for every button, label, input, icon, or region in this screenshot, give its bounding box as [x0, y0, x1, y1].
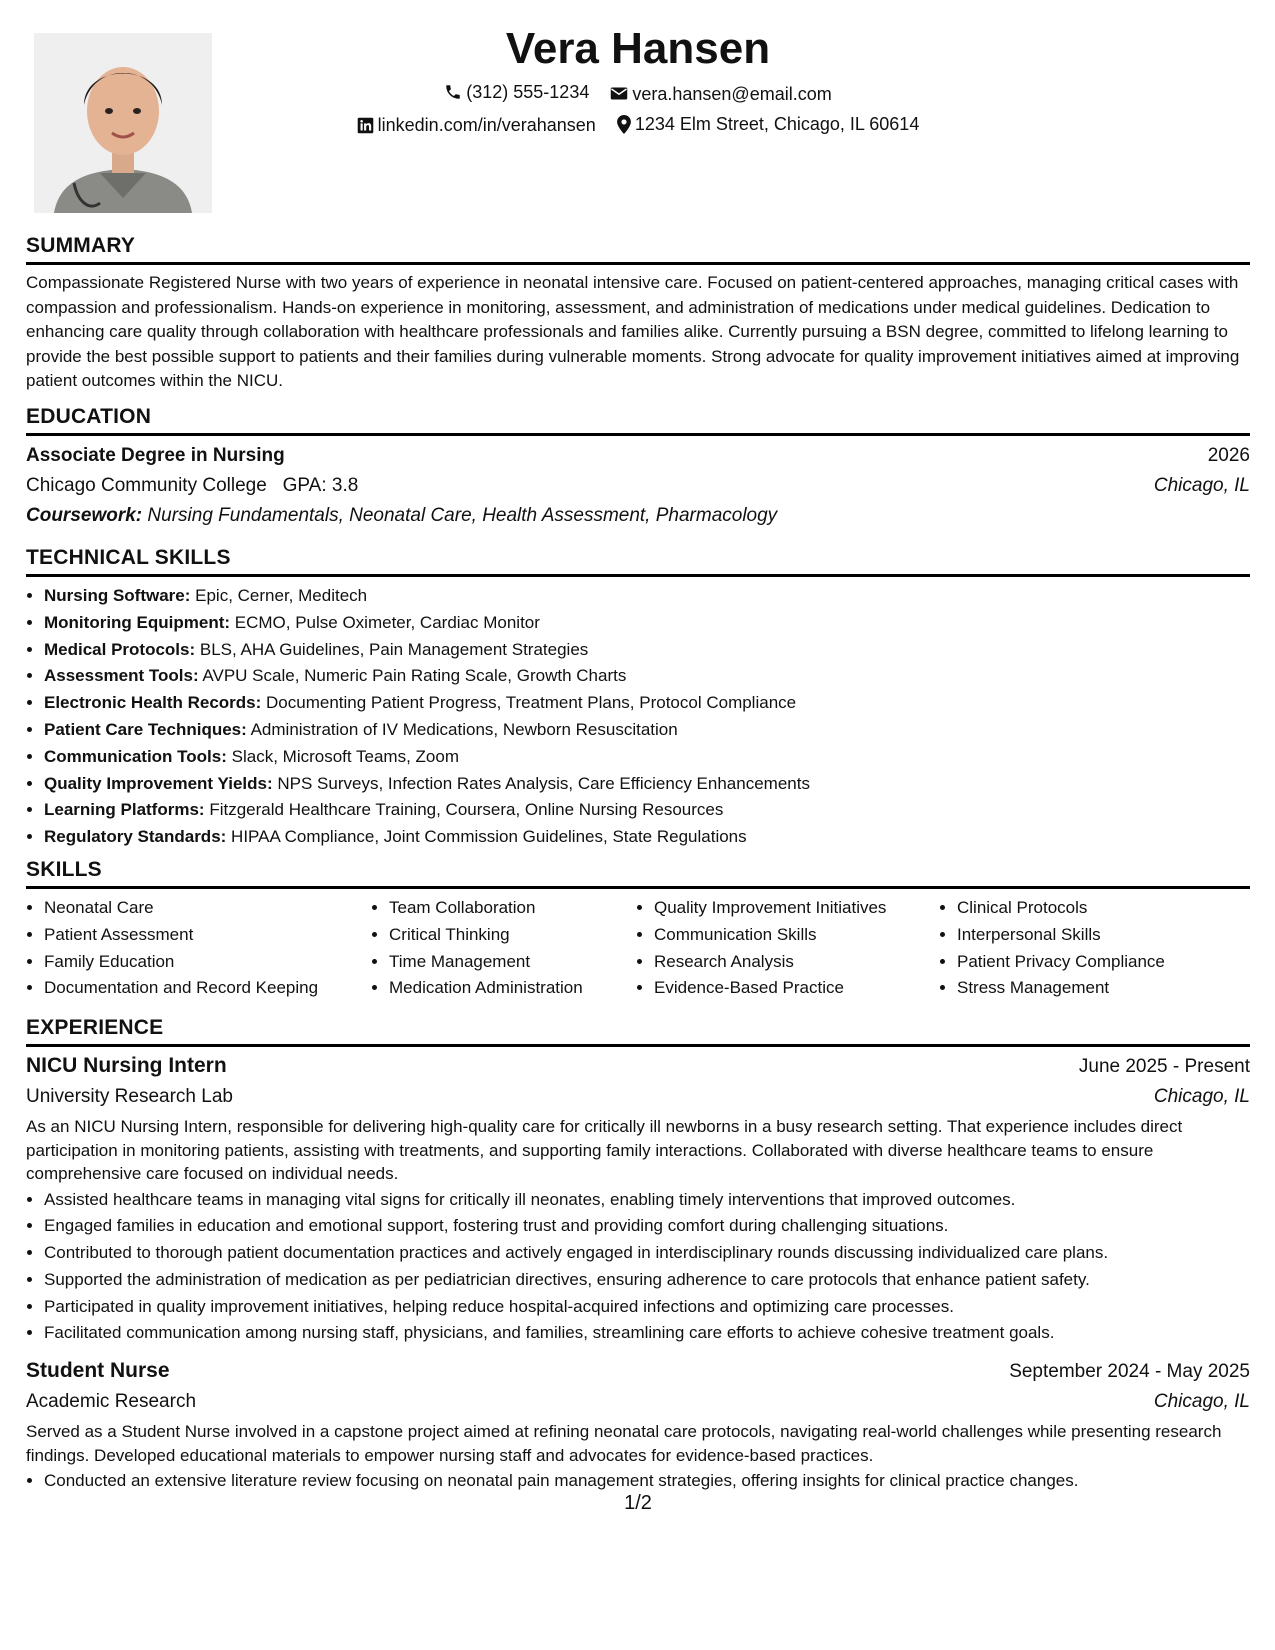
list-item	[44, 610, 1250, 637]
school-name: Chicago Community College	[26, 475, 267, 496]
skill-label: Quality Improvement Yields:	[44, 773, 273, 793]
list-item: • Evidence-Based Practice	[654, 975, 939, 1002]
linkedin-text: linkedin.com/in/verahansen	[377, 115, 596, 135]
skill-value: NPS Surveys, Infection Rates Analysis, Care Efficiency Enhancements	[277, 773, 810, 793]
email-text: vera.hansen@email.com	[632, 83, 832, 104]
list-item: • Assisted healthcare teams in managing vital signs for critically ill neonates, enabling timely interventions that improved outcomes.	[44, 1187, 1250, 1214]
skill-label: Communication Tools:	[44, 746, 227, 766]
email-contact[interactable]	[610, 82, 831, 106]
summary-section	[26, 233, 1250, 394]
list-item: • Conducted an extensive literature review focusing on neonatal pain management strategies, offering insights for clinical practice changes.	[44, 1468, 1250, 1495]
coursework	[26, 501, 1250, 531]
job-entry	[26, 1356, 1250, 1495]
school-location: Chicago, IL	[1153, 475, 1250, 496]
skill-value: HIPAA Compliance, Joint Commission Guidelines, State Regulations	[231, 827, 747, 847]
experience-section	[26, 1015, 1250, 1495]
list-item	[44, 583, 1250, 610]
coursework-label: Coursework:	[26, 505, 143, 526]
skill-value: ECMO, Pulse Oximeter, Cardiac Monitor	[234, 612, 540, 632]
list-item: • Time Management	[389, 949, 636, 976]
skill-label: Electronic Health Records:	[44, 693, 262, 713]
list-item	[44, 663, 1250, 690]
list-item: • Contributed to thorough patient documentation practices and actively engaged in interdisciplinary rounds discussing individualized care plans.	[44, 1240, 1250, 1267]
address-text: 1234 Elm Street, Chicago, IL 60614	[634, 114, 920, 134]
education-degree-row	[26, 441, 1250, 471]
list-item: • Communication Skills	[654, 922, 939, 949]
skill-label: Patient Care Techniques:	[44, 719, 247, 739]
summary-text: Compassionate Registered Nurse with two years of experience in neonatal intensive care. Focused on patient-centered approaches, managing critical cases with compassion and professionalism. Hands-on experience in monitoring, assessment, and administration of medications under medical guidelines. Dedication to enhancing care quality through collaboration with healthcare professionals and families alike. Currently pursuing a BSN degree, committed to lifelong learning to provide the best possible support to patients and their families during vulnerable moments. Strong advocate for quality improvement initiatives aimed at improving patient outcomes within the NICU.	[26, 273, 1240, 390]
list-item: • Neonatal Care	[44, 895, 371, 922]
map-pin-icon	[617, 115, 631, 134]
list-item: • Medication Administration	[389, 975, 636, 1002]
skills-section	[26, 857, 1250, 1002]
skill-label: Nursing Software:	[44, 586, 191, 605]
skill-value: Fitzgerald Healthcare Training, Coursera, Online Nursing Resources	[209, 800, 724, 820]
skill-value: Documenting Patient Progress, Treatment Plans, Protocol Compliance	[266, 693, 797, 713]
technical-skills-section	[26, 545, 1250, 851]
gpa: GPA: 3.8	[282, 475, 359, 496]
list-item	[44, 690, 1250, 717]
skills-column	[26, 895, 371, 1002]
list-item	[44, 717, 1250, 744]
list-item	[44, 824, 1250, 851]
page-number: 1/2	[624, 1492, 652, 1514]
section-title: SKILLS	[26, 857, 1250, 889]
contact-line-2	[26, 112, 1250, 140]
linkedin-contact[interactable]	[357, 113, 596, 137]
skill-value: BLS, AHA Guidelines, Pain Management Strategies	[199, 639, 589, 659]
job-dates: June 2025 - Present	[1078, 1056, 1250, 1077]
list-item: • Quality Improvement Initiatives	[654, 895, 939, 922]
job-description: As an NICU Nursing Intern, responsible for delivering high-quality care for critically ill newborns in a busy research setting. That experience includes direct participation in monitoring patients, assisting with treatments, and supporting family interactions. Collaborated with diverse healthcare teams to ensure comprehensive care focused on individual needs.	[26, 1117, 1183, 1183]
list-item: • Supported the administration of medication as per pediatrician directives, ensuring adherence to care protocols that enhance patient safety.	[44, 1267, 1250, 1294]
section-title: EXPERIENCE	[26, 1015, 1250, 1047]
skill-value: Epic, Cerner, Meditech	[195, 586, 368, 605]
list-item: • Team Collaboration	[389, 895, 636, 922]
list-item: • Engaged families in education and emotional support, fostering trust and providing comfort during challenging situations.	[44, 1213, 1250, 1240]
list-item: • Facilitated communication among nursing staff, physicians, and families, streamlining care efforts to achieve cohesive treatment goals.	[44, 1320, 1250, 1347]
section-title: SUMMARY	[26, 233, 1250, 265]
candidate-name: Vera Hansen	[505, 24, 771, 73]
list-item	[44, 797, 1250, 824]
list-item	[44, 771, 1250, 798]
job-organization: Academic Research	[26, 1391, 197, 1413]
job-organization: University Research Lab	[26, 1086, 233, 1107]
skill-label: Medical Protocols:	[44, 639, 196, 659]
job-title: Student Nurse	[26, 1359, 170, 1383]
list-item: • Patient Privacy Compliance	[957, 949, 1239, 976]
linkedin-icon	[357, 117, 374, 134]
list-item: • Stress Management	[957, 975, 1239, 1002]
coursework-list: Nursing Fundamentals, Neonatal Care, Health Assessment, Pharmacology	[147, 505, 778, 526]
list-item: • Research Analysis	[654, 949, 939, 976]
skills-column	[371, 895, 636, 1002]
job-description: Served as a Student Nurse involved in a capstone project aimed at refining neonatal care protocols, navigating real-world challenges while presenting research findings. Developed educational materials to empower nursing staff and advocates for evidence-based practices.	[26, 1422, 1222, 1465]
job-dates: September 2024 - May 2025	[1009, 1361, 1250, 1383]
contact-line-1	[26, 80, 1250, 107]
skill-label: Regulatory Standards:	[44, 827, 227, 847]
list-item: • Family Education	[44, 949, 371, 976]
list-item: • Documentation and Record Keeping	[44, 975, 371, 1002]
list-item: • Patient Assessment	[44, 922, 371, 949]
education-section	[26, 404, 1250, 531]
degree-name: Associate Degree in Nursing	[26, 445, 285, 466]
phone-text: (312) 555-1234	[466, 82, 590, 102]
technical-skills-list	[26, 583, 1250, 851]
skill-value: Slack, Microsoft Teams, Zoom	[231, 746, 459, 766]
graduation-year: 2026	[1207, 445, 1250, 466]
list-item: • Critical Thinking	[389, 922, 636, 949]
skills-grid	[26, 895, 1250, 1002]
education-school-row	[26, 471, 1250, 501]
job-location: Chicago, IL	[1153, 1086, 1250, 1107]
envelope-icon	[610, 86, 628, 101]
job-entry	[26, 1051, 1250, 1347]
skill-label: Monitoring Equipment:	[44, 612, 231, 632]
list-item: • Participated in quality improvement initiatives, helping reduce hospital-acquired infections and optimizing care processes.	[44, 1294, 1250, 1321]
skill-value: AVPU Scale, Numeric Pain Rating Scale, Growth Charts	[202, 666, 627, 686]
skills-column	[939, 895, 1239, 1002]
section-title: TECHNICAL SKILLS	[26, 545, 1250, 577]
list-item	[44, 637, 1250, 664]
skill-label: Assessment Tools:	[44, 666, 199, 686]
list-item: • Clinical Protocols	[957, 895, 1239, 922]
resume-page	[26, 0, 1250, 1650]
job-bullets	[26, 1187, 1250, 1348]
skill-value: Administration of IV Medications, Newborn Resuscitation	[250, 719, 678, 739]
job-title: NICU Nursing Intern	[26, 1054, 227, 1077]
address-contact	[617, 112, 920, 136]
job-location: Chicago, IL	[1153, 1391, 1250, 1413]
phone-icon	[444, 83, 462, 101]
list-item	[44, 744, 1250, 771]
list-item: • Interpersonal Skills	[957, 922, 1239, 949]
section-title: EDUCATION	[26, 404, 1250, 436]
skill-label: Learning Platforms:	[44, 800, 205, 820]
skills-column	[636, 895, 939, 1002]
phone-contact[interactable]	[444, 80, 589, 104]
